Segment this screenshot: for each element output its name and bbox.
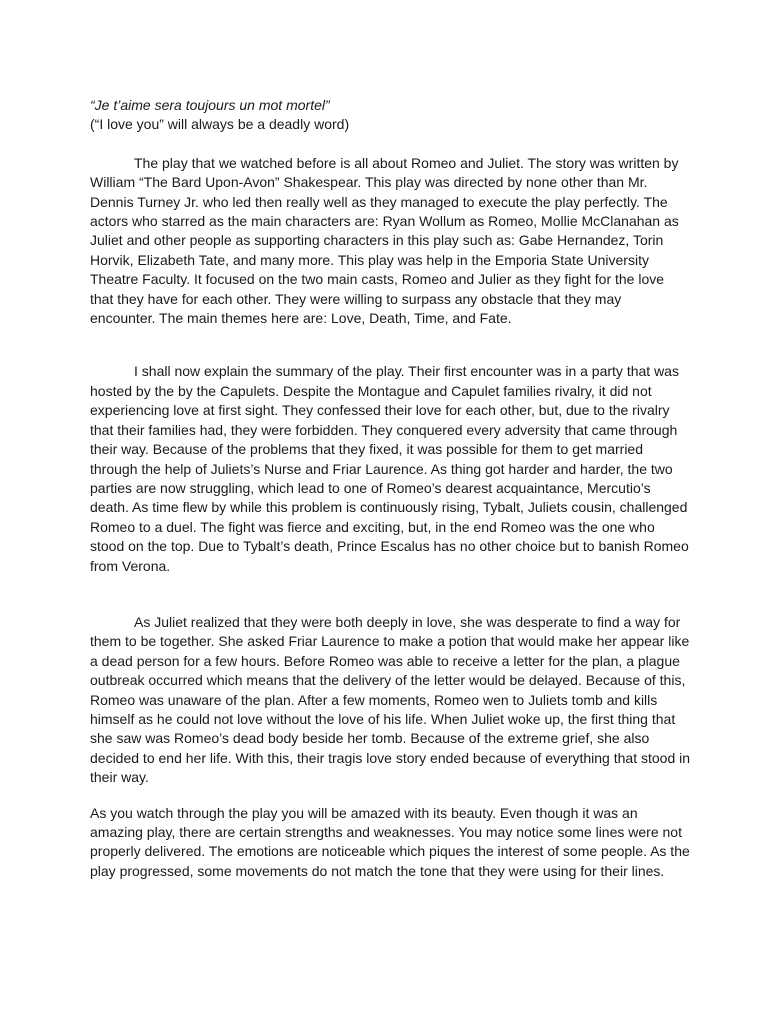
paragraph-summary: I shall now explain the summary of the play. Their first encounter was in a party that was hosted by the by the Capulets. Despite the Montague and Capulet families rivalry, it did not experiencing love at first sight. They confessed their love for each other, but, due to the rivalry that their families had, they were forbidden. They conquered every adversity that came through their way. Because of the problems that they fixed, it was possible for them to get married through the help of Juliets’s Nurse and Friar Laurence. As thing got harder and harder, the two parties are now struggling, which lead to one of Romeo’s dearest acquaintance, Mercutio’s death. As time flew by while this problem is continuously rising, Tybalt, Juliets cousin, challenged Romeo to a duel. The fight was fierce and exciting, but, in the end Romeo was the one who stood on the top. Due to Tybalt’s death, Prince Escalus has no other choice but to banish Romeo from Verona. [90, 363, 689, 574]
paragraph-ending: As Juliet realized that they were both deeply in love, she was desperate to find a way for them to be together. She asked Friar Laurence to make a potion that would make her appear like a dead person for a few hours. Before Romeo was able to receive a letter for the plan, a plague outbreak occurred which means that the delivery of the letter would be delayed. Because of this, Romeo was unaware of the plan. After a few moments, Romeo wen to Juliets tomb and kills himself as he could not love without the love of his life. When Juliet woke up, the first thing that she saw was Romeo’s dead body beside her tomb. Because of the extreme grief, she also decided to end her life. With this, their tragis love story ended because of everything that stood in their way. [90, 613, 691, 786]
paragraph-introduction: The play that we watched before is all about Romeo and Juliet. The story was written by William “The Bard Upon-Avon” Shakespear. This play was directed by none other than Mr. Dennis Turney Jr. who led then really well as they managed to execute the play perfectly. The actors who starred as the main characters are: Ryan Wollum as Romeo, Mollie McClanahan as Juliet and other people as supporting characters in this play such as: Gabe Hernandez, Torin Horvik, Elizabeth Tate, and many more. This play was help in the Emporia State University Theatre Faculty. It focused on the two main casts, Romeo and Julier as they fight for the love that they have for each other. They were willing to surpass any obstacle that they may encounter. The main themes here are: Love, Death, Time, and Fate. [90, 154, 679, 327]
document-page [90, 96, 690, 881]
french-quote: “Je t’aime sera toujours un mot mortel” [90, 97, 330, 113]
quote-translation: (“I love you” will always be a deadly word) [90, 116, 350, 133]
paragraph-evaluation: As you watch through the play you will be amazed with its beauty. Even though it was an amazing play, there are certain strengths and weaknesses. You may notice some lines were not properly delivered. The emotions are noticeable which piques the interest of some people. As the play progressed, some movements do not match the tone that they were using for their lines. [90, 804, 690, 879]
